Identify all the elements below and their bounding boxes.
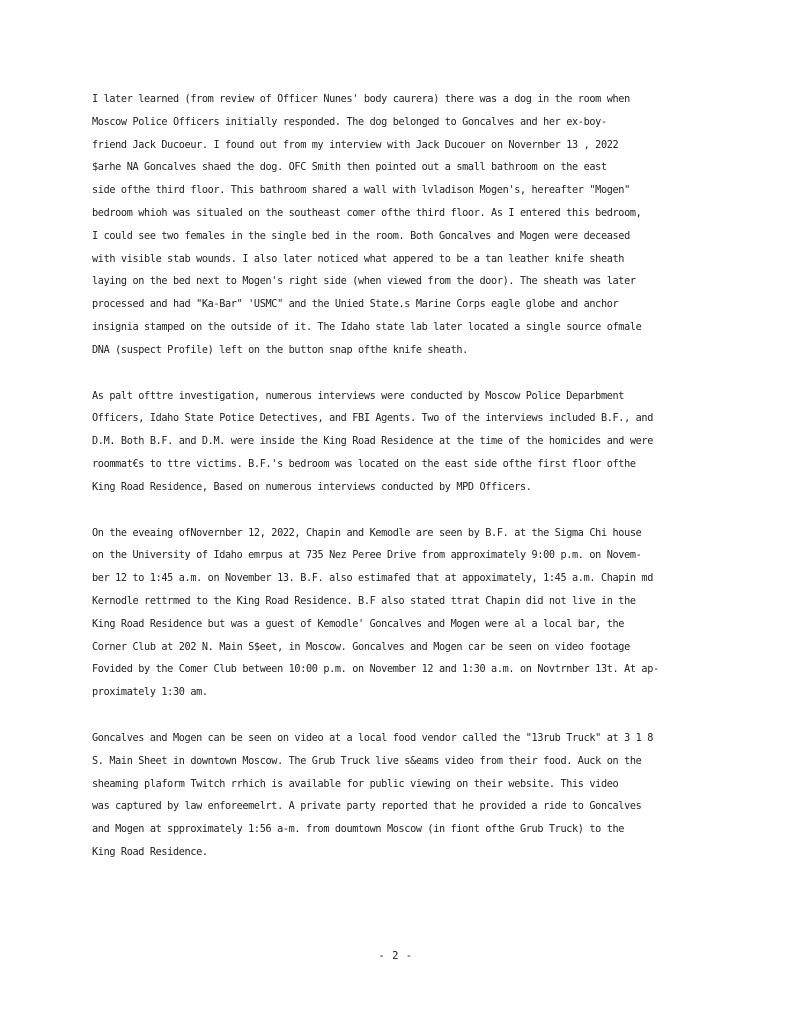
document-body	[92, 89, 712, 888]
text-line: was captured by law enforeemelrt. A private party reported that he provided a ride to Goncalves	[92, 801, 642, 813]
text-line: Corner Club at 202 N. Main S$eet, in Moscow. Goncalves and Mogen car be seen on video footage	[92, 641, 630, 653]
text-line: I later learned (from review of Officer Nunes' body caurera) there was a dog in the room when	[92, 94, 630, 105]
text-line: ber 12 to 1:45 a.m. on November 13. B.F. also estimafed that at appoximately, 1:45 a.m. Chapin md	[92, 573, 653, 585]
text-line: insignia stamped on the outside of it. The Idaho state lab later located a single source ofmale	[92, 321, 642, 333]
text-line: Moscow Police Officers initially responded. The dog belonged to Goncalves and her ex-boy-	[92, 116, 607, 128]
text-line: S. Main Sheet in downtown Moscow. The Grub Truck live s&eams video from their food. Auck on the	[92, 755, 642, 767]
text-line: Goncalves and Mogen can be seen on video at a local food vendor called the "13rub Truck" at 3 1 8	[92, 732, 653, 744]
paragraph-4	[92, 728, 712, 865]
text-line: DNA (suspect Profile) left on the button snap ofthe knife sheath.	[92, 344, 468, 356]
text-line: King Road Residence.	[92, 846, 208, 858]
text-line: $arhe NA Goncalves shaed the dog. OFC Smith then pointed out a small bathroom on the east	[92, 162, 607, 174]
text-line: side ofthe third floor. This bathroom shared a wall with lvladison Mogen's, hereafter "Mogen"	[92, 185, 630, 197]
text-line: On the eveaing ofNovernber 12, 2022, Chapin and Kemodle are seen by B.F. at the Sigma Chi house	[92, 527, 642, 539]
paragraph-2	[92, 386, 712, 500]
text-line: As palt ofttre investigation, numerous interviews were conducted by Moscow Police Deparbment	[92, 390, 625, 402]
text-line: with visible stab wounds. I also later noticed what appered to be a tan leather knife sheath	[92, 253, 625, 265]
paragraph-3	[92, 523, 712, 705]
paragraph-1	[92, 89, 712, 363]
text-line: laying on the bed next to Mogen's right side (when viewed from the door). The sheath was later	[92, 276, 636, 288]
page-number: - 2 -	[378, 950, 413, 962]
text-line: bedroom whioh was situaled on the southeast comer ofthe third floor. As I entered this bedroom,	[92, 207, 642, 219]
text-line: roommat€s to ttre victims. B.F.'s bedroom was located on the east side ofthe first floor ofthe	[92, 458, 636, 470]
text-line: proximately 1:30 am.	[92, 687, 208, 699]
text-line: King Road Residence but was a guest of Kemodle' Goncalves and Mogen were al a local bar, the	[92, 618, 625, 630]
text-line: D.M. Both B.F. and D.M. were inside the King Road Residence at the time of the homicides and were	[92, 436, 653, 448]
text-line: and Mogen at spproximately 1:56 a-m. from doumtown Moscow (in fiont ofthe Grub Truck) to the	[92, 824, 625, 836]
text-line: processed and had "Ka-Bar" 'USMC" and the Unied State.s Marine Corps eagle globe and anchor	[92, 299, 619, 311]
text-line: friend Jack Ducoeur. I found out from my interview with Jack Ducouer on Novernber 13 , 2022	[92, 139, 619, 151]
text-line: Officers, Idaho State Potice Detectives, and FBI Agents. Two of the interviews included B.F., and	[92, 413, 653, 425]
text-line: Kernodle rettrmed to the King Road Residence. B.F also stated ttrat Chapin did not live in the	[92, 595, 636, 607]
text-line: I could see two females in the single bed in the room. Both Goncalves and Mogen were deceased	[92, 230, 630, 242]
text-line: sheaming plaform Twitch rrhich is available for public viewing on their website. This video	[92, 778, 619, 790]
text-line: on the University of Idaho emrpus at 735 Nez Peree Drive from approximately 9:00 p.m. on Novem-	[92, 550, 642, 562]
text-line: Fovided by the Comer Club between 10:00 p.m. on November 12 and 1:30 a.m. on Novtrnber 13t. At ap-	[92, 664, 659, 676]
text-line: King Road Residence, Based on numerous interviews conducted by MPD Officers.	[92, 481, 532, 493]
